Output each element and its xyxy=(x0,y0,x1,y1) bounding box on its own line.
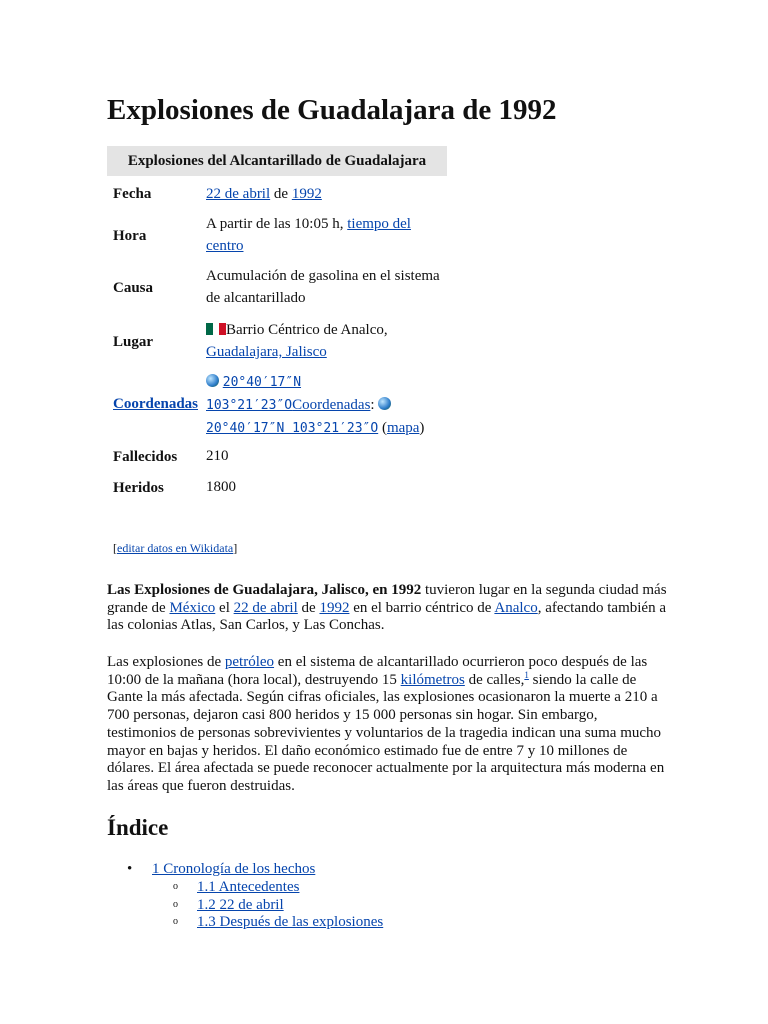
hora-label: Hora xyxy=(113,228,147,244)
year-link[interactable]: 1992 xyxy=(319,599,350,616)
toc-sub-bullet: o xyxy=(173,881,178,892)
editar-wikidata-link[interactable]: editar datos en Wikidata xyxy=(117,541,234,555)
body-text: siendo la calle de Gante la más afectada. Según cifras oficiales, las explosiones ocasionaron la muerte a 210 a 700 personas, dejaron casi 800 heridos y 15 000 personas sin hogar. Sin embargo, testimonios de personas sobrevivientes y voluntarios de la tragedia indican una suma mucho mayor en bajas y heridos. El daño económico estimado fue de entre 7 y 10 millones de dólares. El área afectada se puede reconocer actualmente por la arquitectura más moderna en las áreas que fueron destruidas. xyxy=(107,671,665,794)
toc-bullet: • xyxy=(127,861,133,877)
coord-link-1[interactable]: 20°40′17″N 103°21′23″O xyxy=(206,375,302,413)
mexico-flag-icon xyxy=(206,323,226,335)
causa-label: Causa xyxy=(113,280,154,296)
coord-colon: : xyxy=(370,397,375,413)
infobox xyxy=(107,146,447,496)
fecha-de-text: de xyxy=(273,186,289,202)
fallecidos-label: Fallecidos xyxy=(113,449,178,465)
lugar-text: Barrio Céntrico de Analco, xyxy=(226,322,388,338)
coordenadas-link[interactable]: Coordenadas xyxy=(292,397,371,413)
guadalajara-jalisco-link[interactable]: Guadalajara, Jalisco xyxy=(206,344,327,360)
coordenadas-label-link[interactable]: Coordenadas xyxy=(113,396,199,412)
toc-sub-bullet: o xyxy=(173,899,178,910)
wikidata-edit xyxy=(113,541,237,556)
fallecidos-value: 210 xyxy=(206,448,229,464)
page-title: Explosiones de Guadalajara de 1992 xyxy=(107,94,557,126)
infobox-header: Explosiones del Alcantarillado de Guadalajara xyxy=(107,146,447,176)
body-text: Las explosiones de xyxy=(107,654,225,670)
wikidata-bracket-open: [ xyxy=(113,541,117,555)
toc-item-despues[interactable]: 1.3 Después de las explosiones xyxy=(197,914,384,930)
tiempo-del-centro-link[interactable]: tiempo del centro xyxy=(206,216,411,254)
kilometros-link[interactable]: kilómetros xyxy=(400,671,465,688)
heridos-value: 1800 xyxy=(206,479,236,495)
intro-text: , afectando también a las colonias Atlas, San Carlos, y Las Conchas. xyxy=(107,599,666,634)
globe-icon[interactable] xyxy=(206,374,219,387)
toc-sub-bullet: o xyxy=(173,916,178,927)
intro-paragraph xyxy=(107,582,667,635)
date-link[interactable]: 22 de abril xyxy=(233,599,298,616)
intro-text: en el barrio céntrico de xyxy=(349,599,495,616)
analco-link[interactable]: Analco xyxy=(494,599,538,616)
intro-text: el xyxy=(215,599,234,616)
body-text: en el sistema de alcantarillado ocurrieron poco después de las 10:00 de la mañana (hora local), destruyendo 15 xyxy=(107,654,648,688)
fecha-day-link[interactable]: 22 de abril xyxy=(206,186,271,202)
fecha-year-link[interactable]: 1992 xyxy=(291,186,322,202)
mexico-link[interactable]: México xyxy=(169,599,216,616)
causa-value: Acumulación de gasolina en el sistema de alcantarillado xyxy=(206,268,440,306)
intro-text: de xyxy=(297,599,320,616)
toc-item-22-de-abril[interactable]: 1.2 22 de abril xyxy=(197,897,284,913)
mapa-open: ( xyxy=(381,420,387,436)
mapa-close: ) xyxy=(419,420,425,436)
toc-item-cronologia[interactable]: 1 Cronología de los hechos xyxy=(152,861,316,877)
reference-link[interactable]: 1 xyxy=(524,669,529,680)
petroleo-link[interactable]: petróleo xyxy=(224,654,275,670)
intro-text: tuvieron lugar en la segunda ciudad más grande de xyxy=(107,582,667,616)
fecha-label: Fecha xyxy=(113,186,152,202)
hora-text: A partir de las 10:05 h, xyxy=(206,216,344,232)
globe-icon[interactable] xyxy=(378,397,391,410)
intro-bold: Las Explosiones de Guadalajara, Jalisco, en 1992 xyxy=(107,582,422,598)
body-paragraph xyxy=(107,654,667,796)
coord-link-2[interactable]: 20°40′17″N 103°21′23″O xyxy=(206,421,379,436)
heridos-label: Heridos xyxy=(113,480,164,496)
body-text: de calles, xyxy=(464,671,525,688)
mapa-link[interactable]: mapa xyxy=(386,420,420,436)
lugar-label: Lugar xyxy=(113,334,154,350)
wikidata-bracket-close: ] xyxy=(233,541,238,555)
toc-item-antecedentes[interactable]: 1.1 Antecedentes xyxy=(197,879,300,895)
toc-heading: Índice xyxy=(107,815,169,840)
